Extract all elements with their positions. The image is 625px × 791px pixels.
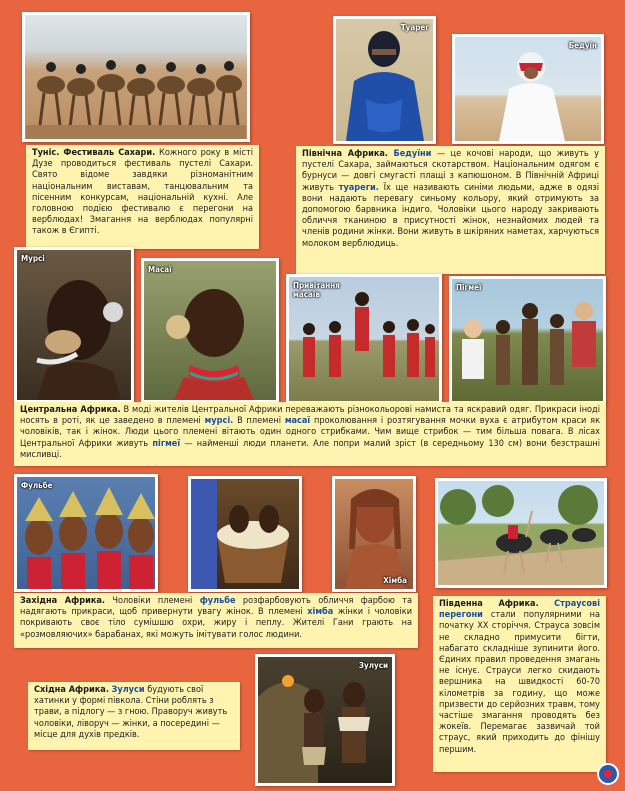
photo-ostrich-race: [435, 478, 607, 588]
south-ostrich-races: Страусові перегони: [439, 599, 600, 621]
zulu-caption: Зулуси: [358, 661, 388, 670]
photo-masai-greeting: [286, 274, 442, 404]
himba-caption: Хімба: [383, 576, 407, 585]
central-note: [14, 402, 606, 466]
west-text-2: розфарбовують обличчя фарбою та надягають прикраси, щоб привернути увагу жінок. В племені: [20, 596, 412, 618]
central-masai: масаї: [284, 416, 311, 427]
north-tuaregs: туареги.: [338, 182, 379, 193]
tuareg-caption: Туарег: [400, 23, 429, 32]
photo-drum: [188, 476, 302, 592]
drum-drawing: [191, 479, 299, 589]
tuareg-drawing: [336, 19, 433, 141]
west-himba: хімба: [307, 607, 334, 618]
pygmies-caption: Пігмеї: [456, 283, 482, 292]
photo-mursi: [14, 247, 134, 403]
bedouin-drawing: [455, 37, 601, 141]
central-text-2: В племені: [233, 416, 285, 427]
central-text-4: — найменші люди планети. Але попри малий зріст (в середньому 130 см) вони безстрашні мисливці.: [20, 438, 600, 460]
photo-himba: [332, 476, 416, 592]
central-pygmies: пігмеї: [152, 438, 181, 449]
tunisia-title: Туніс. Фестиваль Сахари.: [32, 148, 156, 158]
north-note: [296, 146, 605, 274]
east-title: Східна Африка.: [34, 685, 109, 695]
bedouin-caption: Бедуїн: [568, 41, 597, 50]
north-text-2: Їх ще називають синіми людьми, адже в одязі вони надають перевагу синьому кольору, який отримують за допомогою барвника індиго. Чоловіки цього народу закривають обличчя тканиною в присутності жінок, незнайомих людей та членів родини жінки. Вони живуть в шкіряних наметах, харчуються молоком верблюдиць.: [302, 182, 599, 249]
tunisia-note: [26, 145, 259, 249]
east-zulu: Зулуси: [111, 685, 145, 695]
publisher-logo-icon: [597, 763, 619, 785]
central-text-1: В моді жителів Центральної Африки переважають різнокольорові намиста та яскравий одяг. Прикраси іноді носять в роті, як це заведено в племені: [20, 405, 600, 427]
masai-caption: Масаї: [148, 265, 172, 274]
east-text-1: будують свої хатинки у формі півкола. Стіни роблять з трави, а підлогу — з гною. Праворуч живуть чоловіки, ліворуч — жінки, а посередині — місце для духів предків.: [34, 685, 228, 740]
west-text-1: Чоловіки племені: [105, 596, 200, 606]
photo-bedouin: [452, 34, 604, 144]
zulu-drawing: [258, 657, 392, 783]
photo-tuareg: [333, 16, 436, 144]
north-bedouins: Бедуїни: [393, 149, 432, 159]
photo-zulu: [255, 654, 395, 786]
mursi-caption: Мурсі: [21, 254, 45, 263]
south-title: Південна Африка.: [439, 599, 539, 609]
central-mursi: мурсі.: [204, 416, 234, 427]
photo-pygmies: [449, 276, 606, 404]
west-title: Західна Африка.: [20, 596, 105, 606]
photo-camel-race: [22, 12, 250, 142]
masai-greeting-caption: Привітання масаїв: [293, 281, 340, 299]
south-text-1: стали популярними на початку XX сторіччя. Страуса зовсім не складно примусити бігти, набагато складніше зупинити його. Єдиних правил проведення змагань не існує. Страуси легко скидають вершника на швидкості 60-70 кілометрів за годину, що може призвести до серйозних травм, тому частіше змагання проводять без жокеїв. Перемагає зазвичай той страус, який приходить до фінішу першим.: [439, 610, 600, 755]
north-title: Північна Африка.: [302, 149, 389, 159]
north-text-1: — це кочові народи, що живуть у пустелі Сахара, займаються скотарством. Національним одягом є бурнуси — довгі смугасті плащі з капюшоном. В Північній Африці живуть: [302, 149, 599, 193]
central-title: Центральна Африка.: [20, 405, 121, 415]
west-fulbe: фульбе: [199, 596, 236, 606]
himba-drawing: [335, 479, 413, 589]
fulbe-caption: Фульбе: [21, 481, 53, 490]
south-note: [433, 596, 606, 772]
ostrich-race-drawing: [438, 481, 604, 585]
west-text-3: жінки і чоловіки покривають своє тіло сумішшю охри, жиру і пеплу. Жителі Гани грають на «розмовляючих» барабанах, які можуть імітувати голос людини.: [20, 607, 413, 640]
masai-drawing: [144, 261, 276, 400]
camel-race-drawing: [25, 15, 247, 139]
west-note: [14, 593, 418, 648]
east-note: [28, 682, 240, 750]
tunisia-text: Кожного року в місті Дузе проводиться фестиваль пустелі Сахари. Свято відоме завдяки різноманітним національним виставам, танцювальним та пісенним конкурсам, національній кухні. Але головною подією фестивалю є перегони на верблюдах! Змагання на верблюдах популярні також в Єгипті.: [32, 148, 253, 237]
mursi-drawing: [17, 250, 131, 400]
central-text-3: проколювання і розтягування мочки вуха є атрибутом краси як чоловіків, так і жінок. Люди цього племені вітають один одного стрибками. Чим вище стрибок — тим більша повага. В лісах Центральної Африки живуть: [20, 416, 601, 449]
photo-fulbe: [14, 474, 158, 592]
fulbe-drawing: [17, 477, 155, 589]
pygmies-drawing: [452, 279, 603, 401]
photo-masai: [141, 258, 279, 403]
